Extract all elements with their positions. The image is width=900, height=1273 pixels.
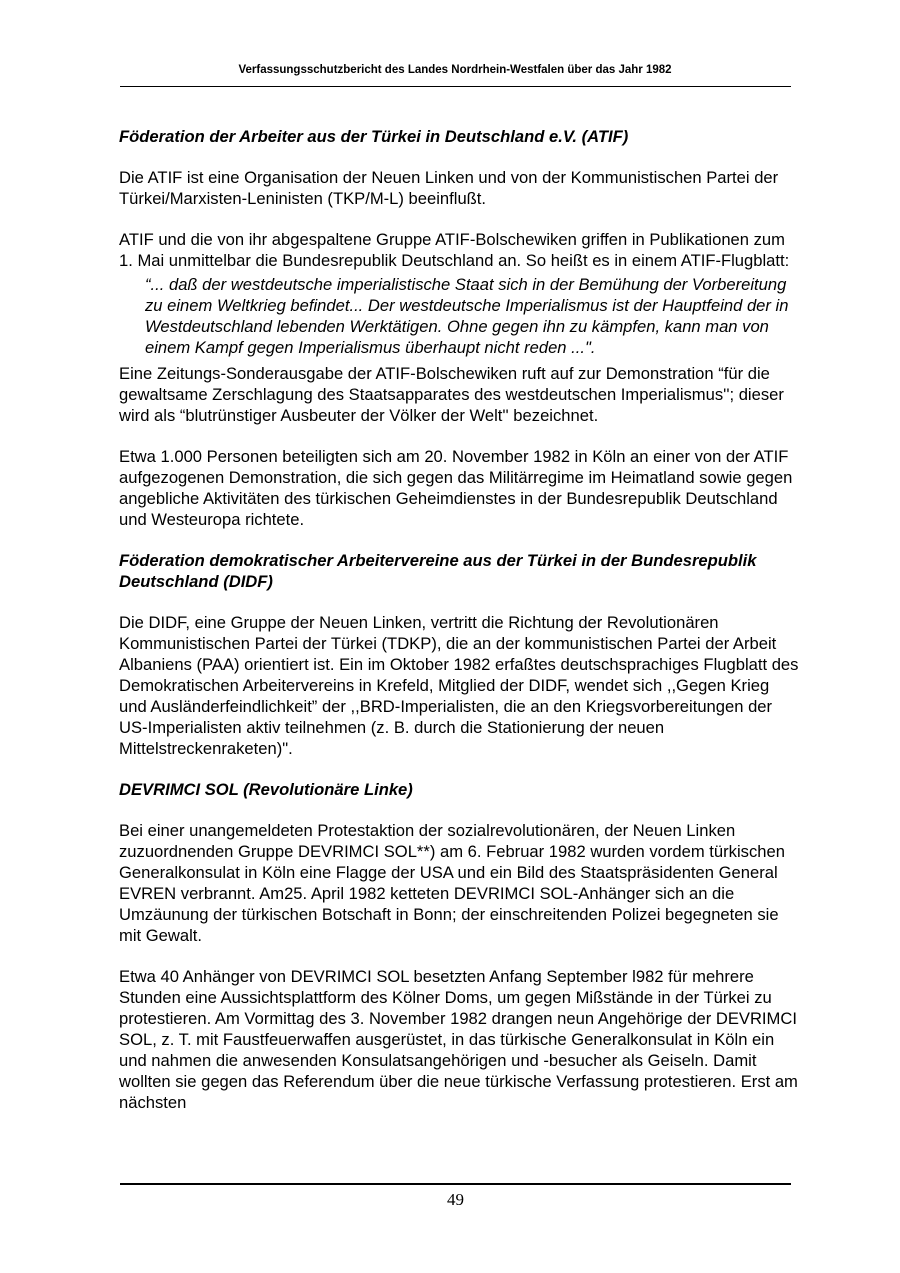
paragraph-didf-1: Die DIDF, eine Gruppe der Neuen Linken, vertritt die Richtung der Revolutionären Kommunistischen Partei der Türkei (TDKP), die an der kommunistischen Partei der Arbeit Albaniens (PAA) orientiert ist. Ein im Oktober 1982 erfaßtes deutschsprachiges Flugblatt des Demokratischen Arbeitervereins in Krefeld, Mitglied der DIDF, wendet sich ,,Gegen Krieg und Ausländerfeindlichkeit” der ,,BRD-Imperialisten, die an den Kriegsvorbereitungen der US-Imperialisten aktiv teilnehmen (z. B. durch die Stationierung der neuen Mittelstreckenraketen)". (119, 613, 799, 758)
paragraph-devrimci-2: Etwa 40 Anhänger von DEVRIMCI SOL besetzten Anfang September l982 für mehrere Stunden eine Aussichtsplattform des Kölner Doms, um gegen Mißstände in der Türkei zu protestieren. Am Vormittag des 3. November 1982 drangen neun Angehörige der DEVRIMCI SOL, z. T. mit Faustfeuerwaffen ausgerüstet, in das türkische Generalkonsulat in Köln ein und nahmen die anwesenden Konsulatsangehörigen und -besucher als Geiseln. Damit wollten sie gegen das Referendum über die neue türkische Verfassung protestieren. Erst am nächsten (119, 967, 798, 1112)
heading-devrimci-sol: DEVRIMCI SOL (Revolutionäre Linke) (119, 780, 413, 799)
header-divider (120, 86, 791, 87)
quote-atif-flyer: “... daß der westdeutsche imperialistische Staat sich in der Bemühung der Vorbereitung zu einem Weltkrieg befindet... Der westdeutsche Imperialismus ist der Hauptfeind der in Westdeutschland lebenden Werktätigen. Ohne gegen ihn zu kämpfen, kann man von einem Kampf gegen Imperialismus überhaupt nicht reden ...". (145, 275, 789, 357)
page-header: Verfassungsschutzbericht des Landes Nordrhein-Westfalen über das Jahr 1982 (238, 64, 672, 76)
document-body (119, 126, 799, 1113)
heading-didf: Föderation demokratischer Arbeitervereine aus der Türkei in der Bundesrepublik Deutschland (DIDF) (119, 551, 757, 591)
paragraph-atif-1: Die ATIF ist eine Organisation der Neuen Linken und von der Kommunistischen Partei der Türkei/Marxisten-Leninisten (TKP/M-L) beeinflußt. (119, 168, 779, 208)
paragraph-atif-4: Etwa 1.000 Personen beteiligten sich am 20. November 1982 in Köln an einer von der ATIF aufgezogenen Demonstration, die sich gegen das Militärregime im Heimatland sowie gegen angebliche Aktivitäten des türkischen Geheimdienstes in der Bundesrepublik Deutschland und Westeuropa richtete. (119, 447, 793, 529)
paragraph-devrimci-1: Bei einer unangemeldeten Protestaktion der sozialrevolutionären, der Neuen Linken zuzuordnenden Gruppe DEVRIMCI SOL**) am 6. Februar 1982 wurden vordem türkischen Generalkonsulat in Köln eine Flagge der USA und ein Bild des Staatspräsidenten General EVREN verbrannt. Am25. April 1982 ketteten DEVRIMCI SOL-Anhänger sich an die Umzäunung der türkischen Botschaft in Bonn; der einschreitenden Polizei begegneten sie mit Gewalt. (119, 821, 785, 945)
paragraph-atif-3: Eine Zeitungs-Sonderausgabe der ATIF-Bolschewiken ruft auf zur Demonstration “für die gewaltsame Zerschlagung des Staatsapparates des westdeutschen Imperialismus''; dieser wird als “blutrünstiger Ausbeuter der Völker der Welt'' bezeichnet. (119, 364, 784, 425)
footer-divider (120, 1183, 791, 1185)
page-number: 49 (447, 1190, 464, 1209)
heading-atif: Föderation der Arbeiter aus der Türkei in Deutschland e.V. (ATIF) (119, 127, 629, 146)
paragraph-atif-2: ATIF und die von ihr abgespaltene Gruppe ATIF-Bolschewiken griffen in Publikationen zum 1. Mai unmittelbar die Bundesrepublik Deutschland an. So heißt es in einem ATIF-Flugblatt: (119, 230, 790, 270)
